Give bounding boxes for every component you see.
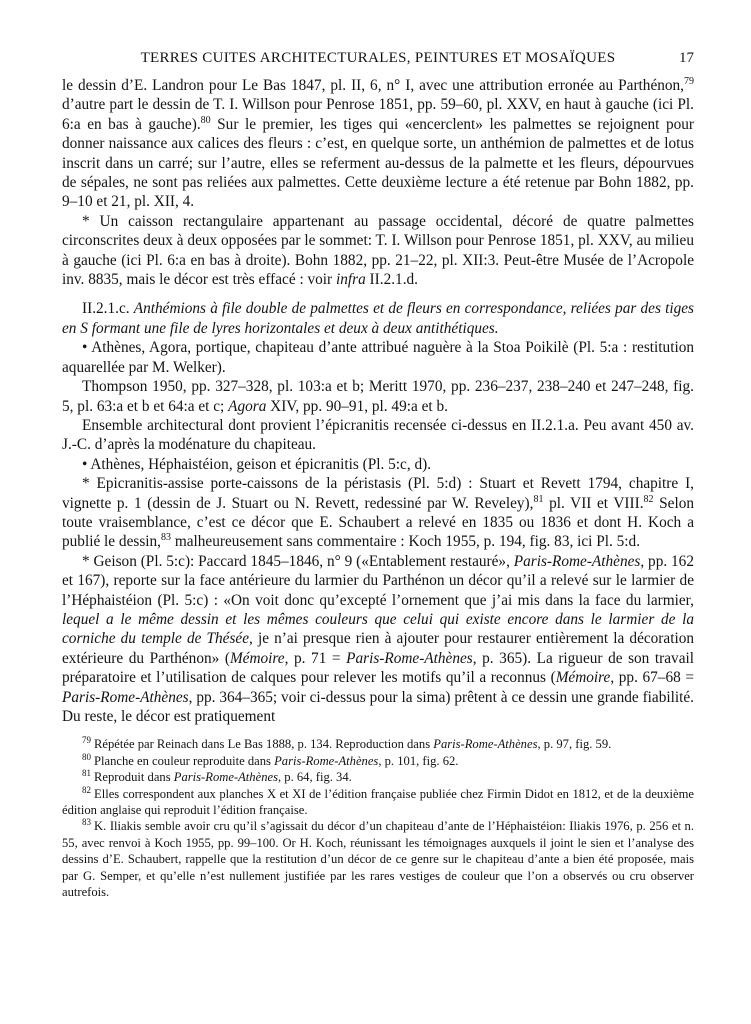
text-run: * Epicranitis-assise porte-caissons de la péristasis (Pl. 5:d) : Stuart et Revett 1794, chapitre I, vignette p. 1 (dessin de J. Stuart ou N. Revett, redessiné par W. Reveley),	[62, 475, 694, 512]
text-run: , pp. 364–365; voir ci-dessus pour la sima) prêtent à ce dessin une grande fiabilité. Du reste, le décor est pratiquement	[62, 688, 694, 725]
text-run: malheureusement sans commentaire : Koch 1955, p. 194, fig. 83, ici Pl. 5:d.	[171, 533, 641, 551]
footnote-ref: 80	[200, 114, 211, 126]
text-run: , p. 101, fig. 62.	[378, 753, 459, 768]
text-run: Sur le premier, les tiges qui «encerclent» les palmettes se rejoignent pour donner naissance aux calices des fleurs : c’est, en quelque sorte, un anthémion de palmettes et de lotus inscrit dans un carré; sur l’autre, elles se referment au-dessus de la palmette et les fleurs, dépourvues de sépales, ne sont pas reliées aux palmettes. Cette deuxième lecture a été retenue par Bohn 1882, pp. 9–10 et 21, pl. XII, 4.	[62, 115, 694, 211]
text-run: pl. VII et VIII.	[543, 494, 644, 512]
italic-text: Agora	[228, 397, 267, 415]
page	[62, 50, 694, 900]
footnote-ref: 83	[161, 532, 171, 544]
italic-text: lequel a le même dessin et les mêmes couleurs que celui qui existe encore dans le larmier de la corniche du temple de Thésée	[62, 610, 694, 648]
text-run: • Athènes, Héphaistéion, geison et épicranitis (Pl. 5:c, d).	[82, 455, 432, 473]
text-run: , p. 71 =	[284, 649, 347, 667]
footnote	[62, 769, 694, 785]
text-run: Selon toute vraisemblance, c’est ce décor que E. Schaubert a relevé en 1835 ou 1836 et dont H. Koch a publié le dessin,	[62, 494, 694, 551]
text-run: Répétée par Reinach dans Le Bas 1888, p. 134. Reproduction dans	[94, 737, 434, 752]
text-run: * Un caisson rectangulaire appartenant au passage occidental, décoré de quatre palmettes circonscrites deux à deux opposées par le sommet: T. I. Willson pour Penrose 1851, pl. XXV, au milieu à gauche (ici Pl. 6:a en bas à droite). Bohn 1882, pp. 21–22, pl. XII:3. Peut-être Musée de l’Acropole inv. 8835, mais le décor est très effacé : voir	[62, 212, 694, 289]
paragraph	[62, 552, 694, 727]
text-run: Planche en couleur reproduite dans	[94, 753, 275, 768]
footnote	[62, 753, 694, 769]
italic-text: Anthémions à file double de palmettes et de fleurs en correspondance, reliées par des tiges en S formant une file de lyres horizontales et deux à deux antithétiques.	[62, 300, 694, 337]
text-run: • Athènes, Agora, portique, chapiteau d’ante attribué naguère à la Stoa Poikilè (Pl. 5:a : restitution aquarellée par M. Welker).	[62, 339, 694, 376]
running-title: TERRES CUITES ARCHITECTURALES, PEINTURES ET MOSAÏQUES	[140, 50, 616, 66]
italic-text: Paris-Rome-Athènes	[433, 737, 538, 752]
page-number: 17	[679, 50, 694, 66]
text-run: d’autre part le dessin de T. I. Willson pour Penrose 1851, pp. 59–60, pl. XXV, en haut à gauche (ici Pl. 6:a en bas à gauche).	[62, 96, 694, 133]
text-run: , pp. 162 et 167), reporte sur la face antérieure du larmier du Parthénon un décor qu’il a relevé sur le larmier de l’Héphaistéion (Pl. 5:c) : «On voit donc qu’excepté l’ornement que j’ai mis dans la face du larmier,	[62, 552, 694, 609]
paragraph	[62, 76, 694, 212]
text-run: II.2.1.c.	[82, 300, 134, 318]
section-heading	[62, 299, 694, 338]
text-run: XIV, pp. 90–91, pl. 49:a et b.	[266, 397, 448, 415]
text-run: le dessin d’E. Landron pour Le Bas 1847, pl. II, 6, n° I, avec une attribution erronée au Parthénon,	[62, 77, 684, 94]
footnote-ref: 79	[684, 76, 694, 87]
footnote-ref: 82	[643, 493, 654, 505]
italic-text: Mémoire	[555, 669, 611, 687]
text-run: , p. 64, fig. 34.	[277, 770, 352, 785]
footnote-number: 80	[82, 751, 91, 762]
text-run: Elles correspondent aux planches X et XI de l’édition française publiée chez Firmin Didot en 1812, et de la deuxième édition anglaise qui reproduit l’édition française.	[62, 786, 694, 818]
paragraph	[62, 377, 694, 416]
text-run: Thompson 1950, pp. 327–328, pl. 103:a et b; Meritt 1970, pp. 236–237, 238–240 et 247–248, fig. 5, pl. 63:a et b et 64:a et c;	[62, 378, 694, 415]
text-run: II.2.1.d.	[365, 271, 418, 289]
text-run: , p. 97, fig. 59.	[537, 737, 612, 752]
footnotes	[62, 736, 694, 900]
footnote	[62, 818, 694, 900]
paragraph	[62, 474, 694, 552]
paragraph	[62, 212, 694, 290]
italic-text: Paris-Rome-Athènes	[513, 552, 641, 570]
footnote-ref: 81	[533, 493, 544, 505]
footnote	[62, 786, 694, 819]
italic-text: Paris-Rome-Athènes	[62, 688, 189, 706]
text-run: K. Iliakis semble avoir cru qu’il s’agissait du décor d’un chapiteau d’ante de l’Héphaistéion: Iliakis 1976, p. 256 et n. 55, avec renvoi à Koch 1955, pp. 99–100. Or H. Koch, réunissant les témoignages auxquels il joint le sien et l’analyse des dessins d’E. Schaubert, rappelle que la restitution d’un décor de ce genre sur le chapiteau d’ante a bien été proposée, mais par G. Semper, et qu’elle n’est nullement justifiée par les rares vestiges de couleur que l’on a observés ou cru observer autrefois.	[62, 819, 694, 900]
italic-text: Mémoire	[229, 649, 285, 667]
italic-text: Paris-Rome-Athènes	[173, 770, 278, 785]
text-run: * Geison (Pl. 5:c): Paccard 1845–1846, n° 9 («Entablement restauré»,	[82, 552, 514, 570]
text-run: , pp. 67–68 =	[610, 669, 694, 687]
text-run: Reproduit dans	[94, 770, 174, 785]
paragraph	[62, 455, 694, 474]
paragraph	[62, 416, 694, 455]
running-head	[62, 50, 694, 76]
body-text	[62, 76, 694, 726]
footnote-number: 82	[82, 784, 91, 795]
footnote-number: 79	[82, 735, 91, 746]
italic-text: infra	[335, 271, 366, 289]
italic-text: Paris-Rome-Athènes	[274, 753, 379, 768]
footnote-number: 83	[82, 817, 91, 828]
italic-text: Paris-Rome-Athènes	[346, 649, 473, 667]
footnote	[62, 736, 694, 752]
text-run: Ensemble architectural dont provient l’épicranitis recensée ci-dessus en II.2.1.a. Peu avant 450 av. J.-C. d’après la modénature du chapiteau.	[62, 416, 694, 454]
text-run: , p. 365). La rigueur de son travail préparatoire et l’utilisation de calques pour relever les motifs qu’il a reconnus (	[62, 649, 694, 687]
paragraph	[62, 338, 694, 377]
text-run: , je n’ai presque rien à ajouter pour restaurer entièrement la décoration extérieure du Parthénon» (	[62, 630, 694, 667]
footnote-number: 81	[82, 768, 91, 779]
